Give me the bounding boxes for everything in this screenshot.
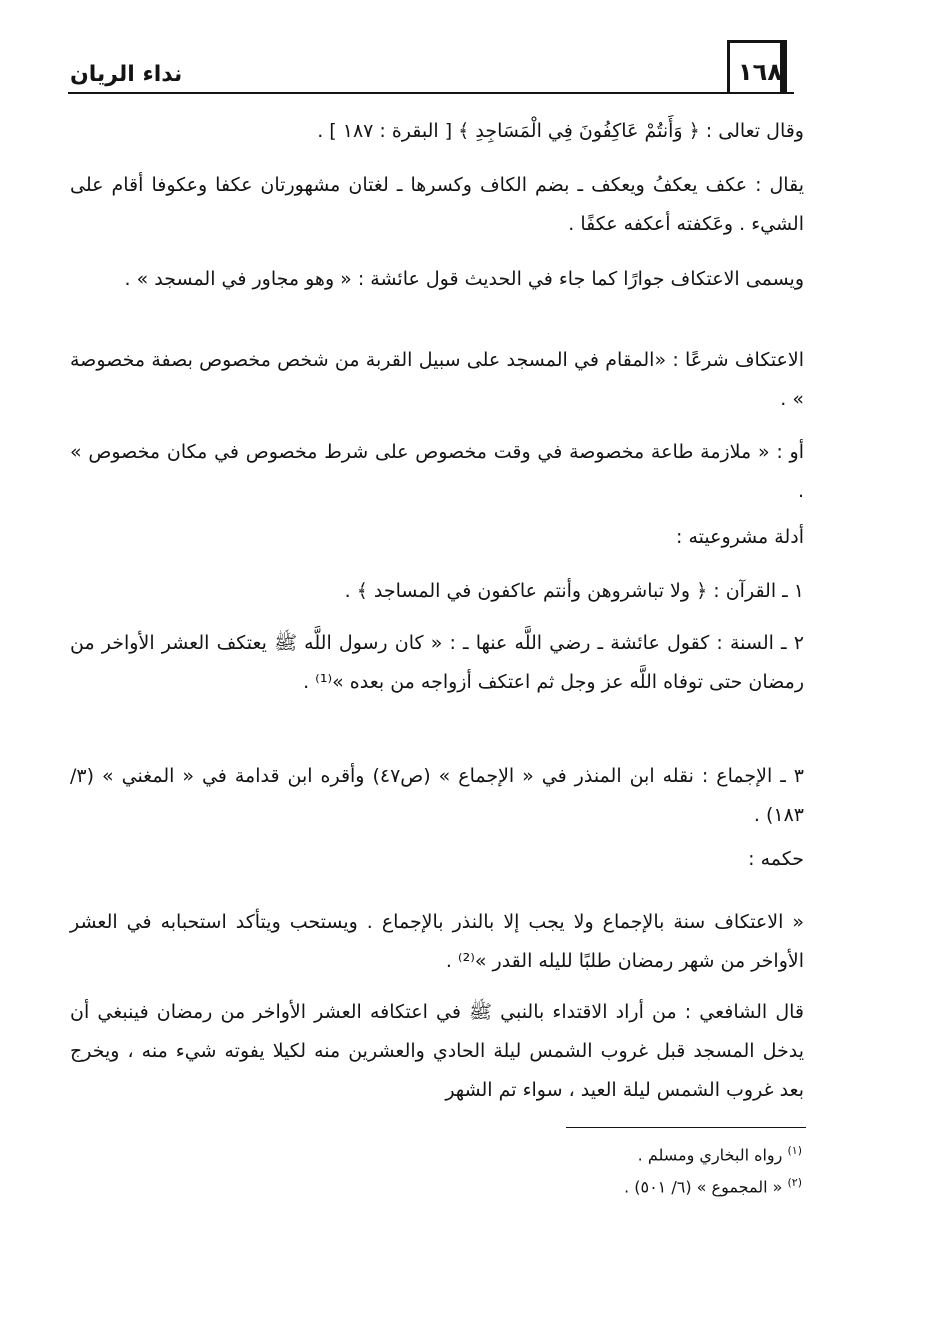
- paragraph-shafii: قال الشافعي : من أراد الاقتداء بالنبي ﷺ في اعتكافه العشر الأواخر من رمضان فينبغي أن يدخل المسجد قبل غروب الشمس ليلة الحادي والعشرين منه لكيلا يفوته شيء منه ، ويخرج بعد غروب الشمس ليلة العيد ، سواء تم الشهر: [70, 1001, 804, 1101]
- footnote-separator: [566, 1127, 806, 1128]
- page-number: ١٦٨: [738, 58, 782, 86]
- footnote-marker: (٢): [787, 1176, 802, 1189]
- footnote-1: [638, 1140, 802, 1166]
- footnote-2: [624, 1172, 802, 1198]
- footnote-text: رواه البخاري ومسلم .: [637, 1145, 783, 1165]
- paragraph-legal-definition: الاعتكاف شرعًا : «المقام في المسجد على سبيل القربة من شخص مخصوص بصفة مخصوصة » .: [70, 349, 804, 410]
- paragraph-ruling: « الاعتكاف سنة بالإجماع ولا يجب إلا بالنذر بالإجماع . ويستحب ويتأكد استحبابه في العشر الأواخر من شهر رمضان طلبًا لليله القدر »⁽²⁾ .: [70, 911, 804, 972]
- paragraph-verse-quote: وقال تعالى : ﴿ وَأَنتُمْ عَاكِفُونَ فِي الْمَسَاجِدِ ﴾ [ البقرة : ١٨٧ ] .: [317, 120, 804, 142]
- heading-evidence: أدلة مشروعيته :: [676, 526, 804, 548]
- header-rule: [68, 92, 794, 94]
- paragraph-ijma-evidence: ٣ ـ الإجماع : نقله ابن المنذر في « الإجماع » (ص٤٧) وأقره ابن قدامة في « المغني » (٣/ ١٨٣) .: [70, 765, 804, 826]
- footnote-text: « المجموع » (٦/ ٥٠١) .: [624, 1177, 783, 1197]
- paragraph-quran-evidence: ١ ـ القرآن : ﴿ ولا تباشروهن وأنتم عاكفون في المساجد ﴾ .: [344, 580, 804, 602]
- paragraph-sunnah-evidence: ٢ ـ السنة : كقول عائشة ـ رضي اللَّه عنها ـ : « كان رسول اللَّه ﷺ يعتكف العشر الأواخر من رمضان حتى توفاه اللَّه عز وجل ثم اعتكف أزواجه من بعده »⁽¹⁾ .: [70, 632, 804, 693]
- footnote-marker: (١): [787, 1144, 802, 1157]
- paragraph-jiwar: ويسمى الاعتكاف جوارًا كما جاء في الحديث قول عائشة : « وهو مجاور في المسجد » .: [124, 268, 804, 290]
- running-header-title: نداء الريان: [70, 62, 183, 87]
- heading-ruling: حكمه :: [748, 848, 804, 870]
- paragraph-linguistic-definition: يقال : عكف يعكفُ ويعكف ـ بضم الكاف وكسرها ـ لغتان مشهورتان عكفا وعكوفا أقام على الشيء . وعَكفته أعكفه عكفًا .: [70, 174, 804, 235]
- paragraph-alt-definition: أو : « ملازمة طاعة مخصوصة في وقت مخصوص على شرط مخصوص في مكان مخصوص » .: [70, 441, 804, 502]
